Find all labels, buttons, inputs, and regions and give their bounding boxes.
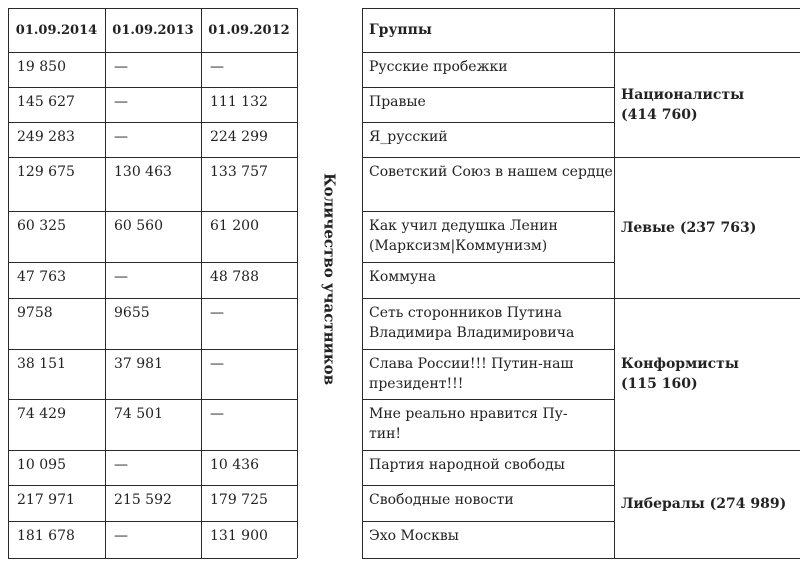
cell-2012: 61 200 <box>210 218 259 234</box>
cell-group: Я_русский <box>369 129 448 145</box>
horizontal-rule <box>362 8 614 9</box>
participants-vertical-label: Количество участников <box>320 172 339 386</box>
horizontal-rule <box>8 157 297 158</box>
cell-2014: 181 678 <box>17 528 75 544</box>
cell-2012: 131 900 <box>210 528 268 544</box>
horizontal-rule <box>362 349 614 350</box>
cell-2012: — <box>210 406 224 422</box>
horizontal-rule <box>8 211 297 212</box>
horizontal-rule <box>8 52 297 53</box>
cell-2013: 37 981 <box>114 356 163 372</box>
cell-2013: — <box>114 528 128 544</box>
horizontal-rule <box>362 558 614 559</box>
cell-2012: 10 436 <box>210 457 259 473</box>
category-left: Левые (237 763) <box>621 219 757 236</box>
cell-2012: — <box>210 305 224 321</box>
cell-2014: 145 627 <box>17 94 75 110</box>
cell-2014: 60 325 <box>17 218 66 234</box>
cell-2014: 217 971 <box>17 492 75 508</box>
horizontal-rule <box>8 262 297 263</box>
horizontal-rule <box>614 298 800 299</box>
vertical-rule <box>614 8 615 558</box>
cell-2014: 129 675 <box>17 164 75 180</box>
category-liberals: Либералы (274 989) <box>621 496 787 512</box>
horizontal-rule <box>8 450 297 451</box>
horizontal-rule <box>362 87 614 88</box>
cell-2012: — <box>210 59 224 75</box>
cell-2013: 60 560 <box>114 218 163 234</box>
vertical-rule <box>201 8 202 558</box>
horizontal-rule <box>362 157 614 158</box>
horizontal-rule <box>614 450 800 451</box>
cell-2013: 215 592 <box>114 492 172 508</box>
cell-2012: 48 788 <box>210 269 259 285</box>
cell-2013: — <box>114 94 128 110</box>
horizontal-rule <box>8 8 297 9</box>
horizontal-rule <box>8 399 297 400</box>
cell-2013: 74 501 <box>114 406 163 422</box>
vertical-rule <box>8 8 9 558</box>
cell-2012: 111 132 <box>210 94 268 110</box>
cell-2012: 179 725 <box>210 492 268 508</box>
cell-group: Правые <box>369 94 426 110</box>
cell-2014: 10 095 <box>17 457 66 473</box>
horizontal-rule <box>614 8 800 9</box>
cell-group: Слава России!!! Путин-наш президент!!! <box>369 356 574 392</box>
header-groups: Группы <box>369 22 432 38</box>
cell-2012: 224 299 <box>210 129 268 145</box>
cell-group: Как учил дедушка Ленин (Марксизм|Коммунизм) <box>369 218 558 254</box>
horizontal-rule <box>8 558 297 559</box>
category-nationalists: Националисты (414 760) <box>621 86 745 123</box>
horizontal-rule <box>614 157 800 158</box>
cell-2013: — <box>114 457 128 473</box>
horizontal-rule <box>362 485 614 486</box>
horizontal-rule <box>362 52 614 53</box>
cell-2013: — <box>114 129 128 145</box>
cell-group: Советский Союз в нашем сердце <box>369 164 613 180</box>
header-2014: 01.09.2014 <box>15 22 98 38</box>
cell-group: Сеть сторонников Путина Владимира Владимировича <box>369 305 575 341</box>
horizontal-rule <box>614 52 800 53</box>
cell-2014: 249 283 <box>17 129 75 145</box>
horizontal-rule <box>8 122 297 123</box>
header-2013: 01.09.2013 <box>112 22 194 38</box>
vertical-rule <box>362 8 363 558</box>
vertical-rule <box>105 8 106 558</box>
cell-2013: 9655 <box>114 305 150 321</box>
cell-2014: 38 151 <box>17 356 66 372</box>
horizontal-rule <box>8 521 297 522</box>
header-2012: 01.09.2012 <box>208 22 290 38</box>
horizontal-rule <box>362 262 614 263</box>
cell-2013: — <box>114 59 128 75</box>
cell-2014: 19 850 <box>17 59 66 75</box>
cell-group: Свободные новости <box>369 492 514 508</box>
category-conformists: Конформисты (115 160) <box>621 356 739 392</box>
horizontal-rule <box>8 485 297 486</box>
vertical-rule <box>297 8 298 558</box>
horizontal-rule <box>614 558 800 559</box>
horizontal-rule <box>362 521 614 522</box>
cell-group: Эхо Москвы <box>369 528 459 544</box>
horizontal-rule <box>362 211 614 212</box>
cell-group: Русские пробежки <box>369 59 508 75</box>
cell-2014: 47 763 <box>17 269 66 285</box>
horizontal-rule <box>8 349 297 350</box>
horizontal-rule <box>8 298 297 299</box>
horizontal-rule <box>362 122 614 123</box>
cell-2013: 130 463 <box>114 164 172 180</box>
cell-2012: — <box>210 356 224 372</box>
horizontal-rule <box>362 298 614 299</box>
cell-group: Мне реально нравится Пу- тин! <box>369 406 568 442</box>
cell-group: Партия народной свободы <box>369 457 565 473</box>
cell-group: Коммуна <box>369 269 436 285</box>
horizontal-rule <box>362 399 614 400</box>
horizontal-rule <box>8 87 297 88</box>
cell-2014: 74 429 <box>17 406 66 422</box>
cell-2012: 133 757 <box>210 164 268 180</box>
cell-2014: 9758 <box>17 305 53 321</box>
horizontal-rule <box>362 450 614 451</box>
cell-2013: — <box>114 269 128 285</box>
